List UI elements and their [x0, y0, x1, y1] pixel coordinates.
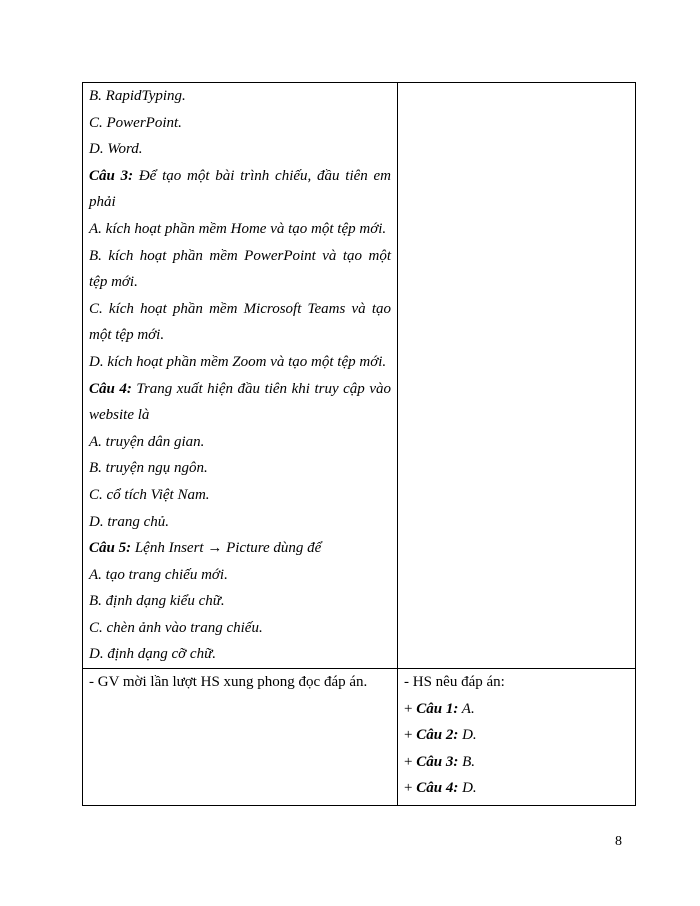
q4-option-a: A. truyện dân gian. — [89, 433, 205, 450]
questions-cell — [83, 83, 398, 669]
answer-item: + Câu 3: B. — [404, 753, 475, 770]
q3-question — [89, 163, 391, 190]
q2-option-c: C. PowerPoint. — [89, 114, 182, 131]
answer-value: A. — [458, 700, 475, 717]
q4-question-cont: website là — [89, 407, 150, 424]
q5-option-c: C. chèn ảnh vào trang chiếu. — [89, 619, 263, 636]
q3-option-b-cont: tệp mới. — [89, 274, 138, 291]
answer-label: Câu 4: — [416, 780, 459, 797]
answer-label: Câu 3: — [416, 753, 459, 770]
q2-option-d: D. Word. — [89, 141, 143, 158]
q4-label: Câu 4: — [89, 380, 132, 397]
q3-option-c: C. kích hoạt phần mềm Microsoft Teams và tạo — [89, 300, 391, 317]
page-number: 8 — [615, 834, 622, 849]
q3-question-text: Để tạo một bài trình chiếu, đầu tiên em — [133, 167, 392, 184]
answer-label: Câu 2: — [416, 727, 459, 744]
table-row — [83, 669, 636, 806]
answer-value: D. — [458, 780, 477, 797]
teacher-cell — [83, 669, 398, 806]
q3-question-cont: phải — [89, 194, 116, 211]
q4-question-text: Trang xuất hiện đầu tiên khi truy cập vào — [131, 380, 391, 397]
answer-item: + Câu 2: D. — [404, 727, 477, 744]
answer-label: Câu 1: — [416, 700, 459, 717]
q3-option-b: B. kích hoạt phần mềm PowerPoint và tạo một — [89, 247, 391, 264]
q5-label: Câu 5: — [89, 540, 132, 557]
q5-option-b: B. định dạng kiểu chữ. — [89, 593, 225, 610]
q5-question-text: Lệnh Insert → Picture dùng để — [131, 540, 322, 557]
answer-value: B. — [458, 753, 475, 770]
q3-option-c-cont: một tệp mới. — [89, 327, 165, 344]
q3-option-a: A. kích hoạt phần mềm Home và tạo một tệp mới. — [89, 220, 387, 237]
empty-answer-cell — [398, 83, 636, 669]
q4-question — [89, 376, 391, 403]
q3-option-d: D. kích hoạt phần mềm Zoom và tạo một tệp mới. — [89, 353, 387, 370]
q5-question — [89, 535, 391, 562]
q5-option-d: D. định dạng cỡ chữ. — [89, 646, 217, 663]
lesson-table — [82, 82, 636, 806]
answer-value: D. — [458, 727, 477, 744]
q4-option-d: D. trang chủ. — [89, 513, 169, 530]
student-intro: - HS nêu đáp án: — [404, 674, 505, 691]
student-cell — [398, 669, 636, 806]
answer-item: + Câu 4: D. — [404, 780, 477, 797]
table-row — [83, 83, 636, 669]
answer-item: + Câu 1: A. — [404, 700, 475, 717]
q4-option-b: B. truyện ngụ ngôn. — [89, 460, 208, 477]
q4-option-c: C. cổ tích Việt Nam. — [89, 486, 210, 503]
q5-option-a: A. tạo trang chiếu mới. — [89, 566, 228, 583]
q2-option-b: B. RapidTyping. — [89, 88, 186, 104]
teacher-instruction: - GV mời lần lượt HS xung phong đọc đáp án. — [89, 674, 368, 691]
q3-label: Câu 3: — [89, 167, 134, 184]
